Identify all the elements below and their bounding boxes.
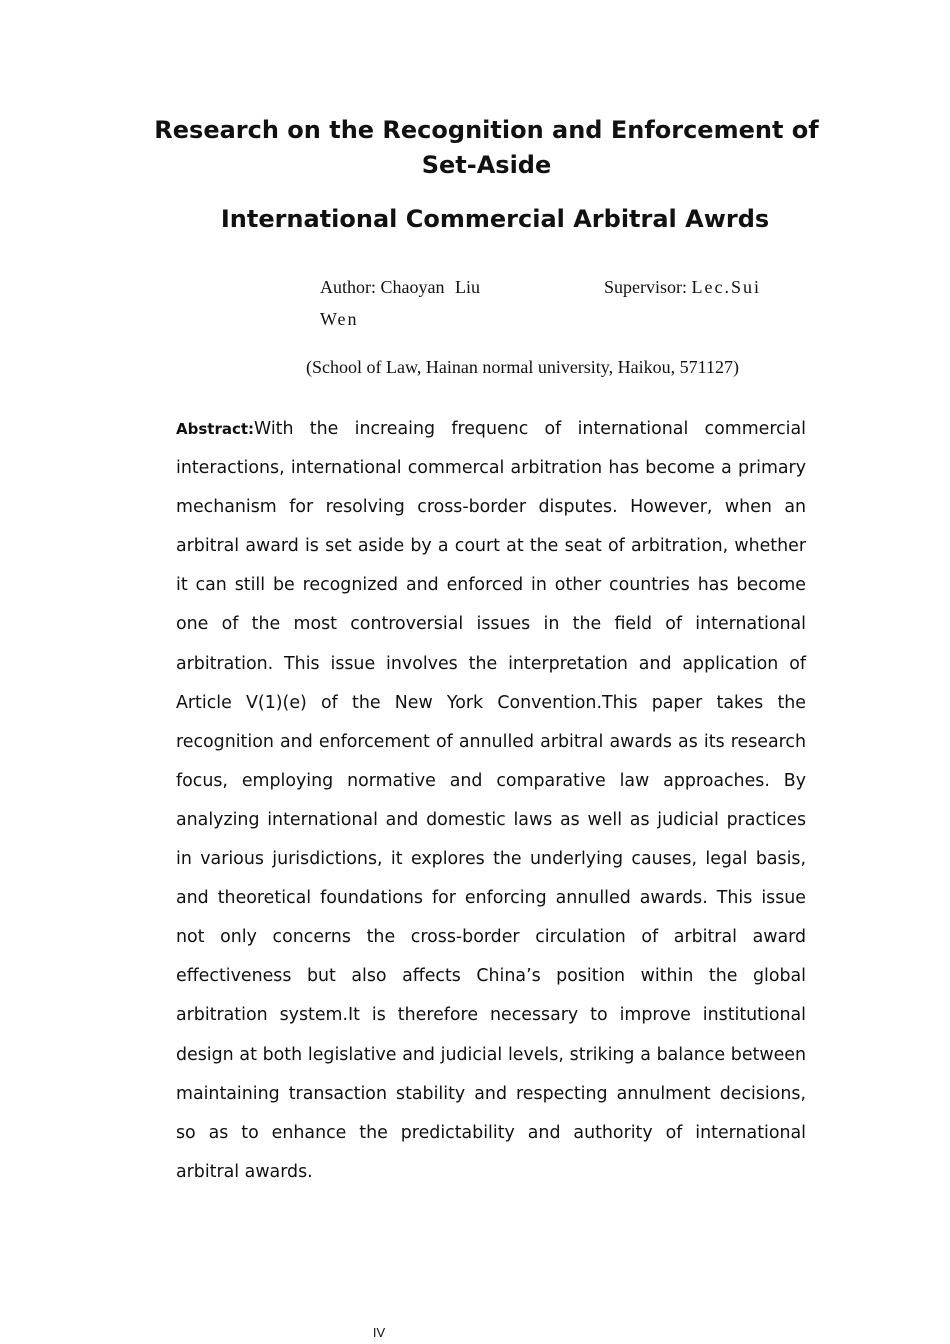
supervisor-name: Lec.Sui [691, 277, 761, 297]
author-label: Author: [320, 277, 376, 297]
supervisor-label: Supervisor: [604, 277, 687, 297]
paper-title-continued: International Commercial Arbitral Awrds [220, 205, 770, 233]
supervisor-line [604, 275, 761, 299]
author-name-wrap: Wen [320, 309, 359, 329]
page-number: IV [372, 1325, 386, 1340]
paper-title: Research on the Recognition and Enforcement of Set-Aside [154, 116, 819, 179]
affiliation: (School of Law, Hainan normal university, Haikou, 571127) [306, 357, 739, 377]
abstract-label: Abstract: [176, 420, 255, 438]
author-line [320, 275, 480, 299]
abstract-text: With the increaing frequenc of international commercial interactions, international commercal arbitration has become a primary mechanism for resolving cross-border disputes. However, when an arbitral award is set aside by a court at the seat of arbitration, whether it can still be recognized and enforced in other countries has become one of the most controversial issues in the field of international arbitration. This issue involves the interpretation and application of Article V(1)(e) of the New York Convention.This paper takes the recognition and enforcement of annulled arbitral awards as its research focus, employing normative and comparative law approaches. By analyzing international and domestic laws as well as judicial practices in various jurisdictions, it explores the underlying causes, legal basis, and theoretical foundations for enforcing annulled awards. This issue not only concerns the cross-border circulation of arbitral award effectiveness but also affects China’s position within the global arbitration system.It is therefore necessary to improve institutional design at both legislative and judicial levels, striking a balance between maintaining transaction stability and respecting annulment decisions, so as to enhance the predictability and authority of international arbitral awards. [176, 419, 806, 1182]
abstract-paragraph [176, 410, 806, 1192]
author-name: Chaoyan Liu [380, 277, 480, 297]
